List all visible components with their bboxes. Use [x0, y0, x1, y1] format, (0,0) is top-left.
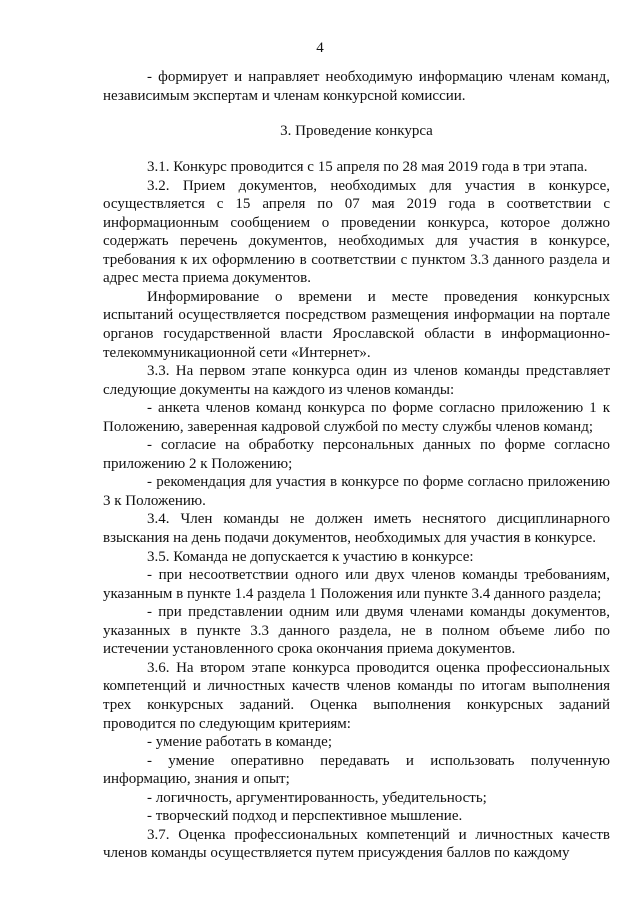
paragraph: 3.4. Член команды не должен иметь неснятого дисциплинарного взыскания на день подачи документов, необходимых для участия в конкурсе. — [103, 511, 610, 547]
list-item: - при несоответствии одного или двух членов команды требованиям, указанным в пункте 1.4 раздела 1 Положения или пункте 3.4 данного раздела; — [103, 567, 610, 602]
paragraph: 3.6. На втором этапе конкурса проводится оценка профессиональных компетенций и личностных качеств членов команды по итогам выполнения трех конкурсных заданий. Оценка выполнения конкурсных заданий проводится по следующим критериям: — [103, 659, 610, 732]
paragraph: 3.5. Команда не допускается к участию в конкурсе: — [147, 548, 474, 565]
paragraph: - формирует и направляет необходимую информацию членам команд, независимым экспертам и членам конкурсной комиссии. — [103, 69, 610, 104]
list-item: - умение оперативно передавать и использовать полученную информацию, знания и опыт; — [103, 752, 610, 788]
list-item: - творческий подход и перспективное мышление. — [147, 808, 463, 825]
paragraph: 3.2. Прием документов, необходимых для участия в конкурсе, осуществляется с 15 апреля по 07 мая 2019 года в соответствии с информационным сообщением о проведении конкурса, которое должно содержать перечень документов, необходимых для участия в конкурсе, требования к их оформлению в соответствии с пунктом 3.3 данного раздела и адрес места приема документов. — [103, 177, 610, 287]
document-body — [103, 68, 610, 863]
paragraph: 3.3. На первом этапе конкурса один из членов команды представляет следующие документы на каждого из членов команды: — [103, 363, 610, 398]
list-item: - при представлении одним или двумя членами команды документов, указанных в пункте 3.3 данного раздела, не в полном объеме либо по истечении установленного срока окончания приема документов. — [103, 604, 610, 658]
list-item: - логичность, аргументированность, убедительность; — [147, 789, 487, 806]
paragraph: 3.1. Конкурс проводится с 15 апреля по 28 мая 2019 года в три этапа. — [147, 159, 588, 176]
list-item: - умение работать в команде; — [147, 734, 333, 751]
list-item: - рекомендация для участия в конкурсе по форме согласно приложению 3 к Положению. — [103, 474, 610, 509]
paragraph: Информирование о времени и месте проведения конкурсных испытаний осуществляется посредством размещения информации на портале органов государственной власти Ярославской области в информационно-телекоммуникационной сети «Интернет». — [103, 288, 610, 361]
paragraph: 3.7. Оценка профессиональных компетенций и личностных качеств членов команды осуществляется путем присуждения баллов по каждому — [103, 826, 610, 862]
page-number: 4 — [316, 40, 324, 56]
list-item: - анкета членов команд конкурса по форме согласно приложению 1 к Положению, заверенная кадровой службой по месту службы членов команд; — [103, 400, 610, 435]
list-item: - согласие на обработку персональных данных по форме согласно приложению 2 к Положению; — [103, 437, 610, 472]
section-heading: 3. Проведение конкурса — [280, 123, 433, 140]
